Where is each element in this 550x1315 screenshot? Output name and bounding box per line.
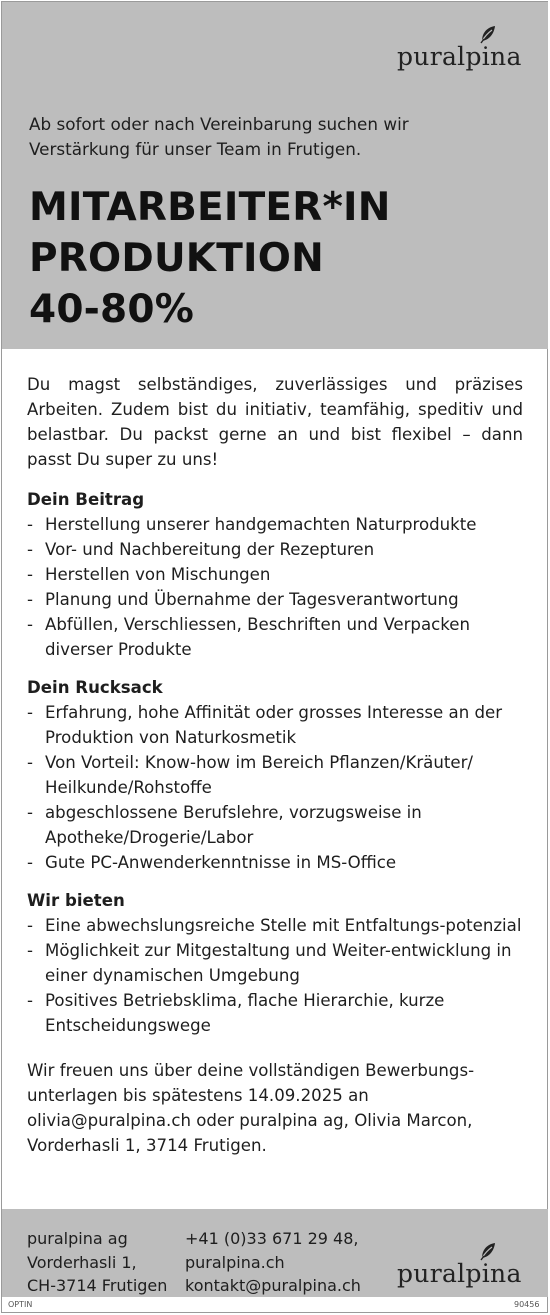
website-link[interactable]: puralpina.ch: [185, 1252, 285, 1272]
closing-paragraph: Wir freuen uns über deine vollständigen Bewerbungs-unterlagen bis spätestens 14.09.2025 an olivia@puralpina.ch oder puralpina ag, Olivia Marcon, Vorderhasli 1, 3714 Frutigen.: [27, 1061, 475, 1155]
title-line: MITARBEITER*IN: [29, 185, 391, 230]
phone-text: +41 (0)33 671 29 48,: [185, 1229, 359, 1248]
brand-name: puralpina: [397, 1259, 522, 1288]
list-item: - Möglichkeit zur Mitgestaltung und Weiter-entwicklung in einer dynamischen Umgebung: [27, 938, 523, 988]
lead-paragraph: Du magst selbständiges, zuverlässiges und präzises Arbeiten. Zudem bist du initiativ, teamfähig, speditiv und belastbar. Du packst gerne an und bist flexibel – dann passt Du super zu uns!: [27, 375, 523, 469]
footer-contact: [185, 1227, 361, 1298]
section-rucksack: [27, 675, 523, 875]
list-item: - Abfüllen, Verschliessen, Beschriften und Verpacken diverser Produkte: [27, 612, 523, 662]
bullet-list: [27, 512, 523, 662]
address-line: Vorderhasli 1,: [27, 1252, 137, 1272]
corner-code-left: OPTIN: [8, 1300, 33, 1309]
ad-body: [27, 372, 523, 1158]
section-title: Dein Beitrag: [27, 490, 145, 509]
leaf-icon: [479, 1241, 497, 1261]
list-item: - abgeschlossene Berufslehre, vorzugsweise in Apotheke/Drogerie/Labor: [27, 800, 523, 850]
section-title: Dein Rucksack: [27, 678, 163, 697]
intro-text: Ab sofort oder nach Vereinbarung suchen wir Verstärkung für unser Team in Frutigen.: [29, 114, 409, 159]
corner-code-right: 90456: [514, 1300, 540, 1309]
footer-address: [27, 1227, 167, 1298]
title-line: 40-80%: [29, 287, 195, 332]
job-title: [29, 182, 391, 335]
footer-block: [2, 1209, 548, 1297]
list-item: - Positives Betriebsklima, flache Hierarchie, kurze Entscheidungswege: [27, 988, 523, 1038]
brand-logo-top: [397, 20, 527, 80]
email-link[interactable]: kontakt@puralpina.ch: [185, 1276, 361, 1295]
bullet-list: [27, 913, 523, 1038]
header-block: [2, 2, 548, 349]
brand-name: puralpina: [397, 42, 522, 71]
list-item: - Planung und Übernahme der Tagesverantwortung: [27, 587, 523, 612]
address-line: CH-3714 Frutigen: [27, 1276, 168, 1295]
section-title: Wir bieten: [27, 891, 125, 910]
section-wir-bieten: [27, 888, 523, 1038]
list-item: - Erfahrung, hohe Affinität oder grosses Interesse an der Produktion von Naturkosmetik: [27, 700, 523, 750]
title-line: PRODUKTION: [29, 236, 324, 281]
list-item: - Von Vorteil: Know-how im Bereich Pflanzen/Kräuter/ Heilkunde/Rohstoffe: [27, 750, 523, 800]
list-item: - Herstellen von Mischungen: [27, 562, 523, 587]
section-beitrag: [27, 487, 523, 662]
address-line: puralpina ag: [27, 1229, 128, 1248]
list-item: - Gute PC-Anwenderkenntnisse in MS-Office: [27, 850, 523, 875]
list-item: - Eine abwechslungsreiche Stelle mit Entfaltungs-potenzial: [27, 913, 523, 938]
list-item: - Herstellung unserer handgemachten Naturprodukte: [27, 512, 523, 537]
list-item: - Vor- und Nachbereitung der Rezepturen: [27, 537, 523, 562]
leaf-icon: [479, 24, 497, 44]
brand-logo-footer: [397, 1239, 527, 1295]
bullet-list: [27, 700, 523, 875]
